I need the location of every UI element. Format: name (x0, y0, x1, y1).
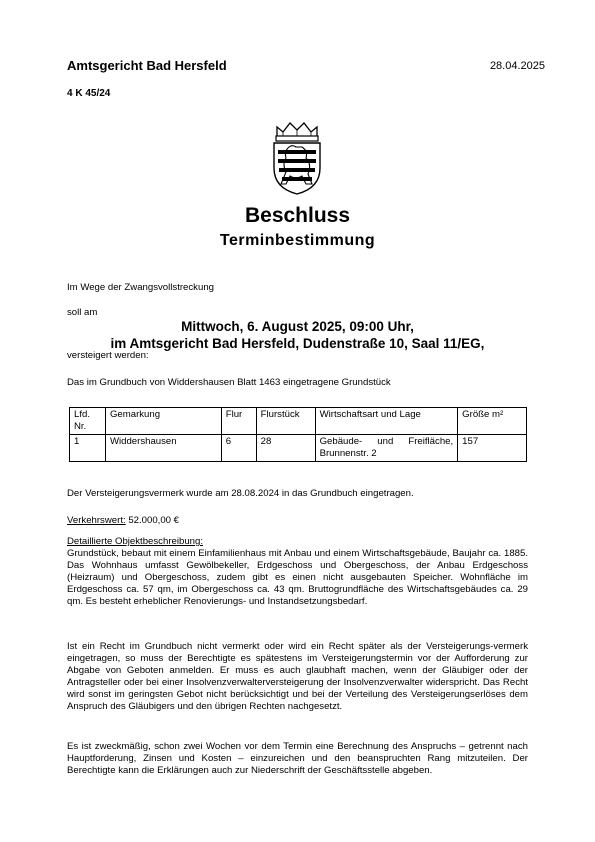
court-name: Amtsgericht Bad Hersfeld (67, 58, 227, 73)
cell-lfd-nr: 1 (70, 435, 106, 462)
cell-groesse: 157 (458, 435, 527, 462)
rechte-paragraph: Ist ein Recht im Grundbuch nicht vermerkt oder wird ein Recht später als der Versteigerungs-vermerk eingetragen, so muss der Berechtigte es spätestens im Versteigerungstermin vor der Aufforderung zur Abgabe von Geboten anmelden. Er muss es auch glaubhaft machen, wenn der Gläubiger oder der Antragsteller oder bei einer Insolvenzverwalterversteigerung der Insolvenzverwalter widerspricht. Das Recht wird sonst im geringsten Gebot nicht berücksichtigt und bei der Verteilung des Versteigerungserlöses dem Anspruch des Gläubigers und den übrigen Rechten nachgesetzt. (67, 641, 528, 712)
document-subtitle: Terminbestimmung (219, 232, 376, 249)
column-header-groesse: Größe m² (458, 408, 527, 435)
zweck-paragraph: Es ist zweckmäßig, schon zwei Wochen vor dem Termin eine Berechnung des Anspruchs – getrennt nach Hauptforderung, Zinsen und Kosten – einzureichen und den beanspruchten Rang mitzuteilen. Der Berechtigte kann die Erklärungen auch zur Niederschrift der Geschäftsstelle abgeben. (67, 741, 528, 776)
column-header-wirtschaftsart: Wirtschaftsart und Lage (315, 408, 458, 435)
intro-text: Im Wege der Zwangsvollstreckung (67, 282, 214, 293)
document-title: Beschluss (244, 204, 351, 227)
verkehrswert-label: Verkehrswert: (67, 515, 126, 526)
appointment-location: im Amtsgericht Bad Hersfeld, Dudenstraße 10, Saal 11/EG, (110, 336, 485, 351)
beschreibung-text: Grundstück, bebaut mit einem Einfamilienhaus mit Anbau und einem Wirtschaftsgebäude, Baujahr ca. 1885. Das Wohnhaus umfasst Gewölbekeller, Erdgeschoss und Obergeschoss, der Anbau Erdgeschoss (Heizraum) und Obergeschoss, zudem gibt es einen nicht ausgebauten Speicher. Wohnfläche im Erdgeschoss ca. 57 qm, im Obergeschoss ca. 43 qm. Bruttogrundfläche des Wirtschaftsgebäudes ca. 29 qm. Es besteht erheblicher Renovierungs- und Instandsetzungsbedarf. (67, 548, 528, 607)
column-header-gemarkung: Gemarkung (105, 408, 221, 435)
cell-flur: 6 (221, 435, 256, 462)
hessen-coat-of-arms-icon (268, 118, 326, 196)
column-header-lfd-nr: Lfd. Nr. (70, 408, 106, 435)
soll-am-text: soll am (67, 307, 98, 318)
cell-flurstueck: 28 (256, 435, 315, 462)
verkehrswert-value: 52.000,00 € (125, 515, 180, 526)
cell-wirtschaftsart: Gebäude- und Freifläche, Brunnenstr. 2 (315, 435, 458, 462)
verkehrswert-line (67, 515, 179, 527)
document-date: 28.04.2025 (489, 60, 545, 72)
beschreibung-heading: Detaillierte Objektbeschreibung: (67, 536, 203, 547)
crest-graphic (268, 118, 326, 196)
versteigert-text: versteigert werden: (67, 350, 149, 361)
column-header-flur: Flur (221, 408, 256, 435)
property-table (69, 407, 527, 462)
grundbuch-text: Das im Grundbuch von Widdershausen Blatt 1463 eingetragene Grundstück (67, 377, 391, 388)
table-row (70, 435, 527, 462)
cell-gemarkung: Widdershausen (105, 435, 221, 462)
column-header-flurstueck: Flurstück (256, 408, 315, 435)
vermerk-text: Der Versteigerungsvermerk wurde am 28.08.2024 in das Grundbuch eingetragen. (67, 488, 414, 499)
file-number: 4 K 45/24 (67, 88, 111, 99)
appointment-date: Mittwoch, 6. August 2025, 09:00 Uhr, (181, 319, 414, 334)
table-header-row (70, 408, 527, 435)
